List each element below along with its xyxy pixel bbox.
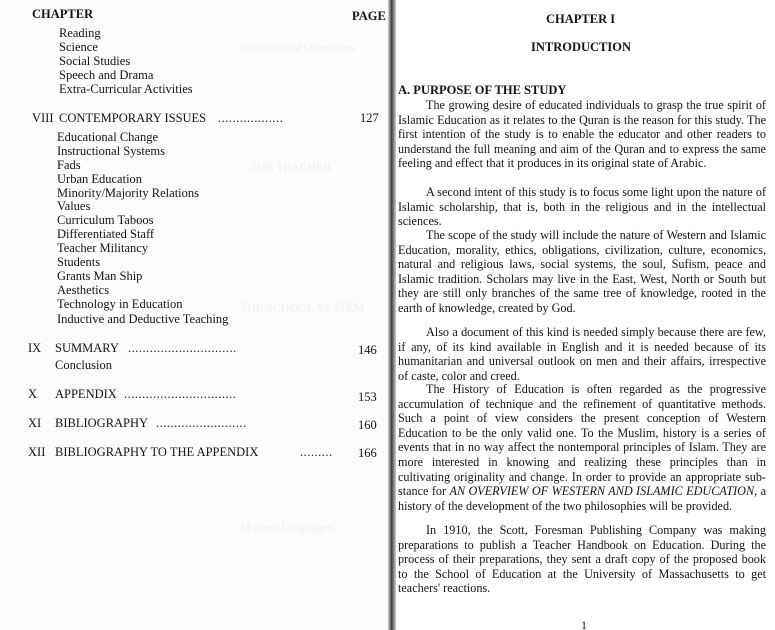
book-spine — [388, 0, 396, 630]
toc-subitem: Differentiated Staff — [57, 227, 155, 241]
toc-subitem: Technology in Education — [57, 297, 183, 311]
chapter-page-number: 146 — [358, 343, 377, 357]
chapter-numeral: XII — [28, 445, 46, 459]
bleed-through-text: Modern Languages — [240, 520, 333, 534]
chapter-numeral: VIII — [32, 111, 54, 125]
chapter-numeral: XI — [28, 416, 42, 430]
chapter-numeral: IX — [28, 341, 42, 355]
section-heading: A. PURPOSE OF THE STUDY — [398, 83, 567, 97]
toc-subitem: Extra-Curricular Activities — [59, 82, 193, 96]
body-paragraph: A second intent of this study is to focus some light upon the nature of Islamic scholarship, that is, both in the religious and in the intellectual sciences. — [398, 185, 766, 229]
chapter-page-number: 160 — [358, 418, 377, 432]
chapter-title: BIBLIOGRAPHY TO THE APPENDIX — [55, 445, 259, 459]
chapter-page-number: 127 — [360, 111, 379, 125]
chapter-title: BIBLIOGRAPHY — [55, 416, 149, 430]
toc-subitem: Students — [57, 255, 101, 269]
study-title-italic: AN OVERVIEW OF WESTERN AND ISLAMIC EDUCATION — [449, 484, 755, 499]
toc-subitem: Speech and Drama — [59, 68, 154, 82]
body-paragraph: In 1910, the Scott, Foresman Publishing Company was making preparations to publish a Teacher Handbook on Education. During the process of their preparations, they sent a draft copy of the proposed book to the School of Education at the University of Massachusetts to get teachers' reactions. — [398, 523, 766, 596]
bleed-through-text: Instructional Objectives — [240, 40, 355, 54]
body-paragraph: Also a document of this kind is needed simply because there are few, if any, of its kind available in English and it is needed because of its humanitarian and universal outlook on men and their affairs, irrespective of caste, color and creed. — [398, 325, 766, 383]
body-paragraph-history: The History of Education is often regarded as the progressive accumulation of technique and the refinement of quantitative methods. Such a point of view considers the present conception of Western Education to be the only valid one. To the Muslim, history is a series of events that in no way affect the nontemporal principles of Islam. They are more interested in knowing and realizing these principles than in cultivating originality and change. In order to provide an appropriate sub-stance for AN OVERVIEW OF WESTERN AND ISLAMIC EDUCATION, a history of the development of the two philosophies will be provided. — [398, 382, 766, 513]
chapter-page-number: 153 — [358, 390, 377, 404]
toc-subitem: Reading — [59, 26, 101, 40]
chapter-dots: .................. — [218, 111, 284, 125]
toc-subitem: Aesthetics — [57, 283, 110, 297]
toc-subitem: Teacher Militancy — [57, 241, 149, 255]
toc-header-page: PAGE — [352, 9, 386, 23]
toc-subitem: Instructional Systems — [57, 144, 165, 158]
toc-subitem: Social Studies — [59, 54, 131, 68]
toc-subitem: Curriculum Taboos — [57, 213, 154, 227]
toc-subitem: Inductive and Deductive Teaching — [57, 312, 229, 326]
body-paragraph: The scope of the study will include the nature of Western and Islamic Education, morality, ethics, obligations, civilization, culture, economics, natural and religious laws, social systems, the soul, Sufism, peace and Islamic tradition. Scholars may live in the East, West, North or South but they are still only branches of the same tree of knowledge, rooted in the earth of knowledge, created by God. — [398, 228, 766, 315]
chapter-page-number: 166 — [358, 446, 377, 460]
right-page-introduction — [396, 0, 775, 630]
toc-subitem: Fads — [57, 158, 81, 172]
toc-subitem: Educational Change — [57, 130, 159, 144]
bleed-through-text: THE SCHOOL SYSTEM — [240, 300, 365, 314]
chapter-label: CHAPTER I — [546, 12, 616, 26]
chapter-dots: ......................... — [156, 416, 247, 430]
bleed-through-text: THE TEACHER — [250, 160, 332, 174]
chapter-dots: ............................... — [124, 387, 237, 401]
chapter-title: CONTEMPORARY ISSUES — [59, 111, 207, 125]
chapter-title: INTRODUCTION — [531, 40, 632, 54]
toc-subitem: Urban Education — [57, 172, 143, 186]
toc-header-chapter: CHAPTER — [32, 7, 94, 21]
toc-subitem: Grants Man Ship — [57, 269, 143, 283]
chapter-title: SUMMARY — [55, 341, 119, 355]
body-paragraph: The growing desire of educated individuals to grasp the true spirit of Islamic Education as it relates to the Quran is the reason for this study. The first intention of the study is to enable the educator and other readers to understand the full meaning and aim of the Quran and to express the same feeling and effect that it produces in its original state of Arabic. — [398, 98, 766, 171]
toc-subitem: Science — [59, 40, 98, 54]
chapter-numeral: X — [28, 387, 38, 401]
toc-subitem: Conclusion — [55, 358, 112, 372]
chapter-dots: .............................. — [128, 341, 237, 355]
chapter-dots: ......... — [300, 445, 333, 459]
toc-subitem: Minority/Majority Relations — [57, 186, 200, 200]
page-number: 1 — [581, 618, 587, 630]
toc-subitem: Values — [57, 199, 91, 213]
chapter-title: APPENDIX — [55, 387, 117, 401]
